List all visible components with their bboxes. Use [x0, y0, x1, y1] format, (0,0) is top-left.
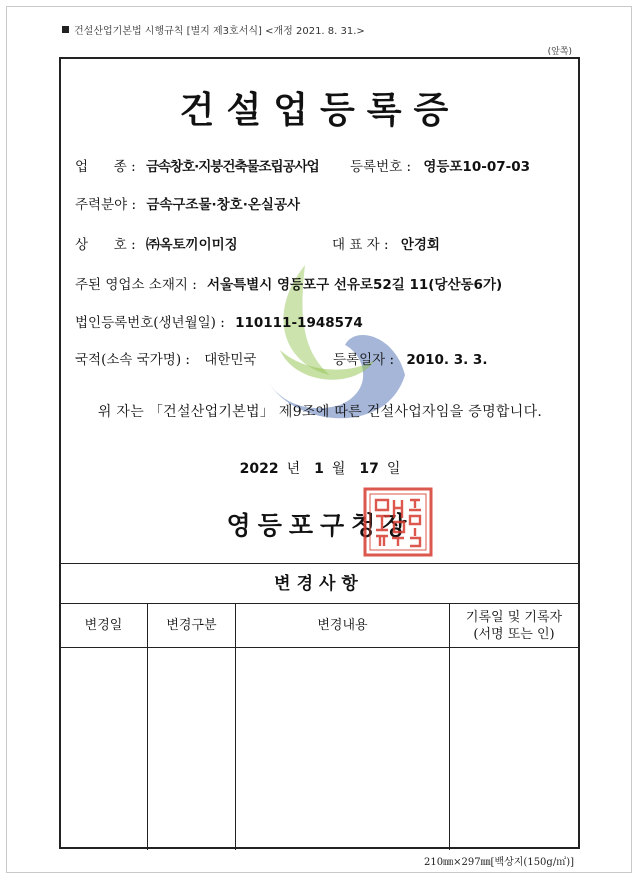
main-office-label: 주된 영업소 소재지 : [75, 277, 197, 293]
form-reference-text: 건설산업기본법 시행규칙 [별지 제3호서식] <개정 2021. 8. 31.> [74, 26, 365, 37]
registration-date-field [333, 348, 487, 368]
registration-number-value: 영등포10-07-03 [423, 159, 531, 175]
registration-number-label: 등록번호 : [350, 159, 412, 175]
official-seal-icon [362, 486, 434, 558]
business-type-value: 금속창호·지붕건축물조립공사업 [145, 159, 319, 175]
changes-section [60, 563, 578, 850]
corp-reg-number-label: 법인등록번호(생년월일) : [75, 315, 225, 331]
issue-date [0, 458, 640, 478]
corp-reg-number-field [75, 311, 363, 331]
representative-field [332, 233, 440, 253]
main-office-field [75, 273, 502, 293]
issue-month-unit: 월 [331, 461, 346, 477]
representative-value: 안경회 [400, 237, 440, 253]
changes-cell-date [60, 648, 148, 850]
main-field-value: 금속구조물·창호·온실공사 [146, 197, 301, 213]
registration-number-field [350, 155, 530, 175]
certificate-title: 건설업등록증 [179, 90, 461, 131]
main-office-value: 서울특별시 영등포구 선유로52길 11(당산동6가) [207, 277, 503, 293]
nationality-label: 국적(소속 국가명) : [75, 352, 190, 368]
changes-cell-content [236, 648, 450, 850]
issue-month: 1 [314, 461, 324, 477]
form-reference [62, 22, 365, 37]
registration-date-value: 2010. 3. 3. [406, 352, 488, 368]
changes-header-row [60, 604, 578, 648]
changes-cell-recorder [450, 648, 578, 850]
changes-title: 변경사항 [60, 563, 578, 604]
corp-reg-number-value: 110111-1948574 [235, 315, 363, 331]
trade-name-field [75, 233, 238, 253]
issuer-name: 영등포구청장 [226, 511, 414, 540]
issue-year-unit: 년 [286, 461, 301, 477]
issue-year: 2022 [239, 461, 279, 477]
certification-statement: 위 자는 「건설산업기본법」 제9조에 따른 건설사업자임을 증명합니다. [97, 404, 543, 420]
changes-col-date: 변경일 [60, 604, 148, 647]
changes-col-type: 변경구분 [148, 604, 236, 647]
nationality-value: 대한민국 [204, 352, 257, 368]
trade-name-label: 상 호 : [75, 237, 136, 253]
nationality-field [75, 348, 256, 368]
changes-body-row [60, 648, 578, 850]
side-label: (앞쪽) [547, 47, 572, 57]
business-type-label: 업 종 : [75, 159, 136, 175]
main-field-label: 주력분야 : [75, 197, 137, 213]
square-bullet-icon [62, 26, 69, 33]
main-field-field [75, 193, 300, 213]
changes-cell-type [148, 648, 236, 850]
registration-date-label: 등록일자 : [333, 352, 395, 368]
paper-spec-footer: 210㎜×297㎜[백상지(150g/㎡)] [424, 857, 574, 868]
business-type-field [75, 155, 319, 175]
issue-day: 17 [359, 461, 379, 477]
changes-col-content: 변경내용 [236, 604, 450, 647]
representative-label: 대 표 자 : [332, 237, 389, 253]
issue-day-unit: 일 [386, 461, 401, 477]
trade-name-value: ㈜옥토끼이미징 [145, 237, 238, 253]
changes-col-recorder: 기록일 및 기록자 (서명 또는 인) [465, 609, 563, 642]
